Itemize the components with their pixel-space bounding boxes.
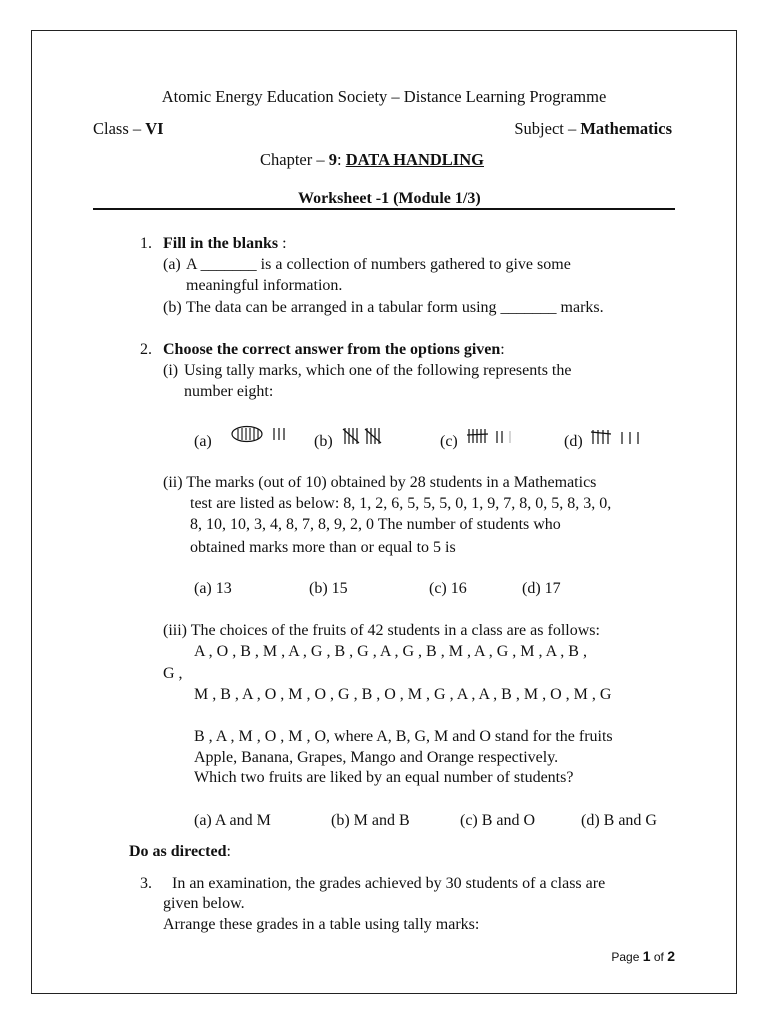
directed-heading-line <box>129 842 231 862</box>
class-line <box>93 119 164 139</box>
tally-option-a <box>230 425 290 445</box>
q2-i-option-a-label: (a) <box>194 433 212 450</box>
tally-option-b <box>342 426 388 448</box>
q2-ii-line3: 8, 10, 10, 3, 4, 8, 7, 8, 9, 2, 0 The number of students who <box>190 516 561 533</box>
page-of-word: of <box>650 950 668 964</box>
chapter-number: 9 <box>328 150 337 169</box>
q2-iii-option-b: (b) M and B <box>331 812 410 829</box>
q1-b-line1: The data can be arranged in a tabular form using _______ marks. <box>186 299 604 316</box>
chapter-line <box>260 150 484 170</box>
q2-ii-line4: obtained marks more than or equal to 5 is <box>190 539 456 556</box>
tally-option-c <box>466 427 516 447</box>
class-value: VI <box>145 119 164 138</box>
page-word: Page <box>611 950 643 964</box>
chapter-title: DATA HANDLING <box>345 150 484 169</box>
q2-i-line2: number eight: <box>184 383 274 400</box>
q2-ii-option-c: (c) 16 <box>429 580 467 597</box>
q2-iii-line2: A , O , B , M , A , G , B , G , A , G , B , M , A , G , M , A , B , <box>194 643 587 660</box>
subject-value: Mathematics <box>580 119 672 138</box>
q3-line3: Arrange these grades in a table using tally marks: <box>163 916 480 933</box>
q1-number: 1. <box>140 235 152 252</box>
q2-heading-suffix: : <box>500 341 505 358</box>
q2-ii-option-d: (d) 17 <box>522 580 561 597</box>
org-line: Atomic Energy Education Society – Distance Learning Programme <box>161 87 607 106</box>
q3-number: 3. <box>140 875 152 892</box>
chapter-label: Chapter – <box>260 150 329 169</box>
q1-a-line1: A _______ is a collection of numbers gathered to give some <box>186 256 571 273</box>
q2-iii-line6: Apple, Banana, Grapes, Mango and Orange respectively. <box>194 749 559 766</box>
header-rule <box>93 208 675 210</box>
subject-line <box>514 119 672 139</box>
worksheet-title: Worksheet -1 (Module 1/3) <box>298 190 481 207</box>
q2-iii-line3: G , <box>163 665 183 682</box>
subject-label: Subject – <box>514 119 581 138</box>
page-footer <box>611 946 675 967</box>
q2-i-marker: (i) <box>163 362 179 379</box>
q1-a-line2: meaningful information. <box>186 277 343 294</box>
q2-i-option-b-label: (b) <box>314 433 333 450</box>
q2-iii-option-a: (a) A and M <box>194 812 271 829</box>
q2-iii-line5: B , A , M , O , M , O, where A, B, G, M and O stand for the fruits <box>194 728 613 745</box>
page-current: 1 <box>642 948 651 964</box>
q2-i-option-c-label: (c) <box>440 433 458 450</box>
q2-ii-option-b: (b) 15 <box>309 580 348 597</box>
q2-ii-line2: test are listed as below: 8, 1, 2, 6, 5, 5, 5, 0, 1, 9, 7, 8, 0, 5, 8, 3, 0, <box>190 495 612 512</box>
q1-heading-line <box>163 234 287 254</box>
q2-i-option-d-label: (d) <box>564 433 583 450</box>
q2-heading: Choose the correct answer from the options given <box>163 341 501 358</box>
q1-heading-suffix: : <box>278 235 287 252</box>
q2-i-line1: Using tally marks, which one of the following represents the <box>184 362 572 379</box>
directed-heading: Do as directed <box>129 843 227 860</box>
tally-option-d <box>590 427 646 447</box>
q2-iii-option-c: (c) B and O <box>460 812 536 829</box>
directed-heading-suffix: : <box>226 843 231 860</box>
q3-line2: given below. <box>163 895 245 912</box>
page-total: 2 <box>667 948 675 964</box>
q2-number: 2. <box>140 341 152 358</box>
q2-iii-option-d: (d) B and G <box>581 812 657 829</box>
q2-heading-line <box>163 340 505 360</box>
q2-iii-line1: (iii) The choices of the fruits of 42 students in a class are as follows: <box>163 622 600 639</box>
q1-a-marker: (a) <box>163 256 181 273</box>
chapter-colon: : <box>336 150 346 169</box>
q3-line1: In an examination, the grades achieved by 30 students of a class are <box>172 875 606 892</box>
q2-ii-option-a: (a) 13 <box>194 580 232 597</box>
q2-iii-line4: M , B , A , O , M , O , G , B , O , M , G , A , A , B , M , O , M , G <box>194 686 612 703</box>
q1-b-marker: (b) <box>163 299 182 316</box>
class-label: Class – <box>93 119 146 138</box>
q1-heading: Fill in the blanks <box>163 235 279 252</box>
q2-ii-line1: (ii) The marks (out of 10) obtained by 28 students in a Mathematics <box>163 474 597 491</box>
q2-iii-line7: Which two fruits are liked by an equal number of students? <box>194 769 574 786</box>
